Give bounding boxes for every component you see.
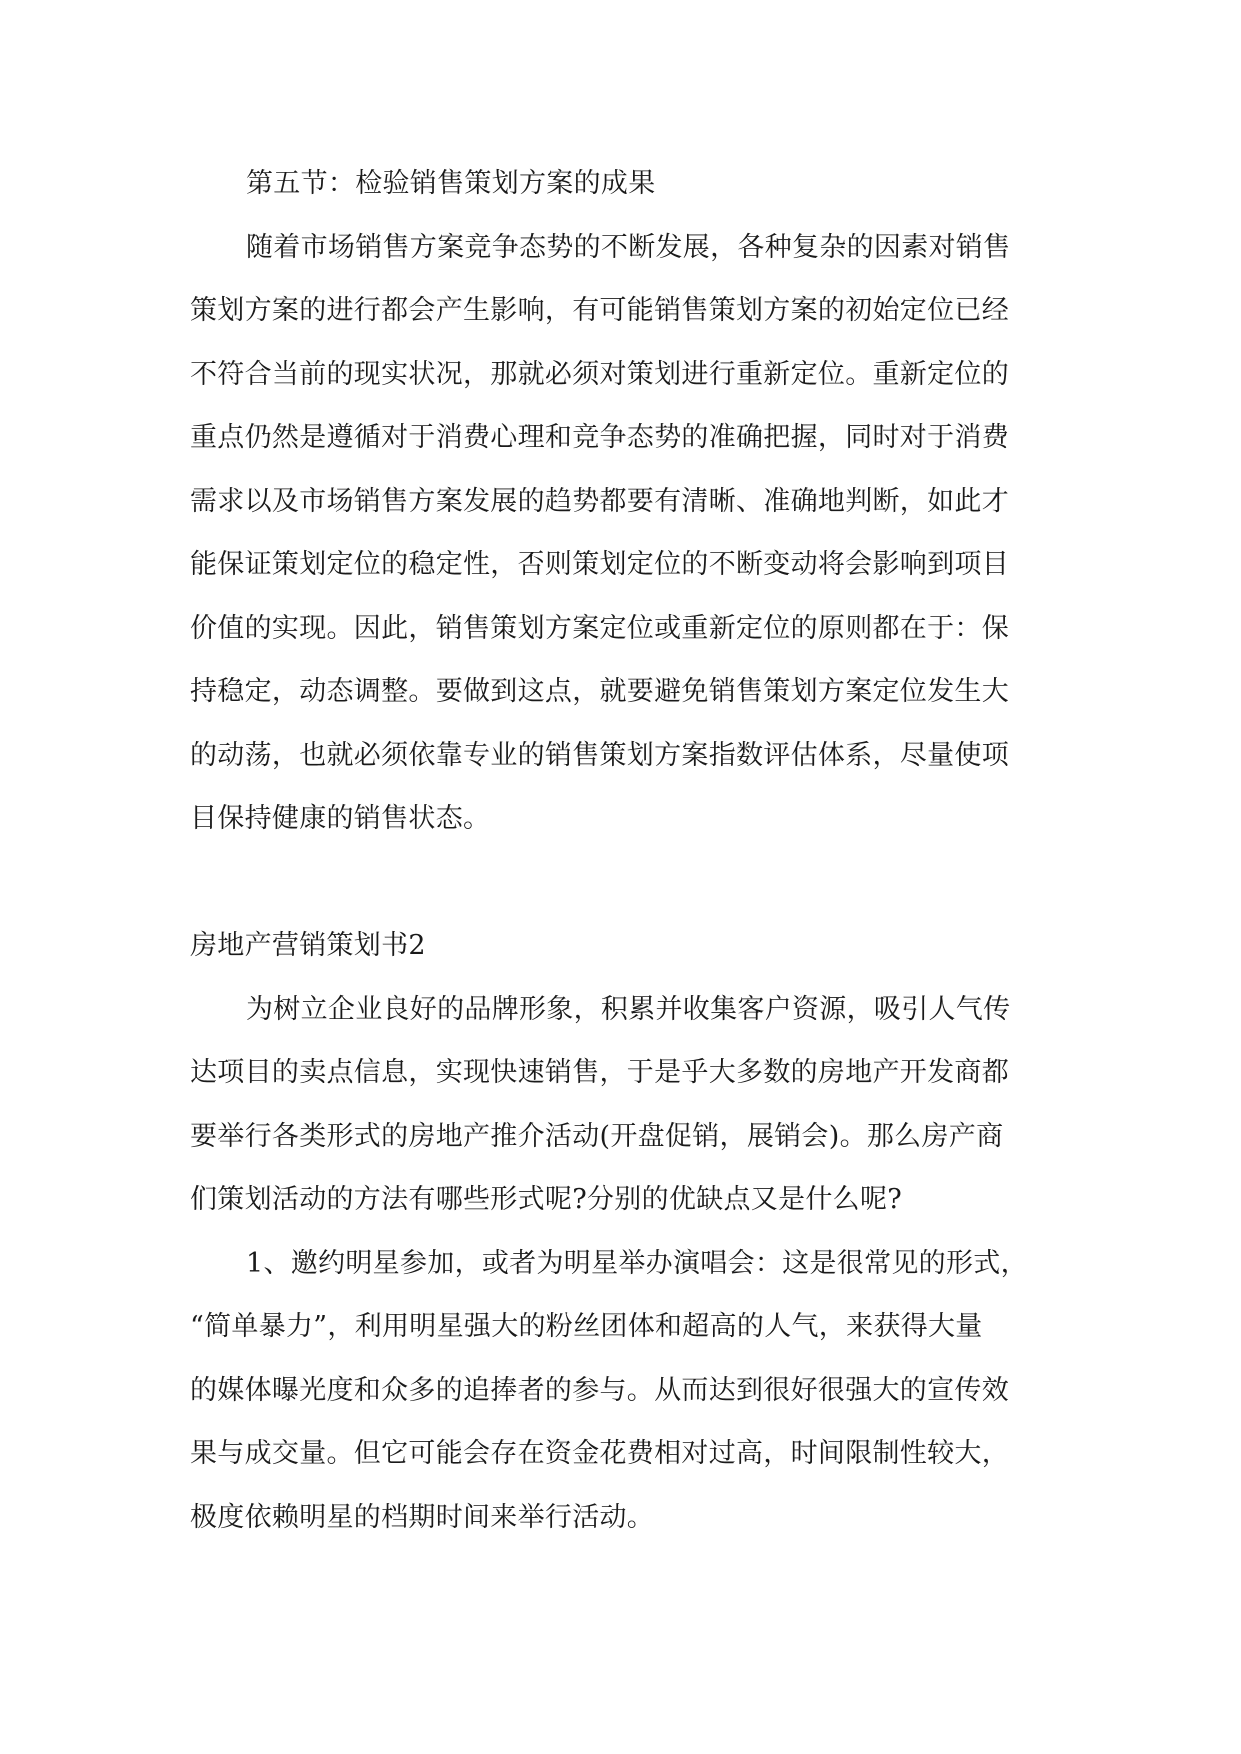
paragraph-line: 能保证策划定位的稳定性，否则策划定位的不断变动将会影响到项目	[190, 549, 1009, 580]
paragraph-line: 达项目的卖点信息，实现快速销售，于是乎大多数的房地产开发商都	[190, 1057, 1009, 1088]
paragraph-line: 们策划活动的方法有哪些形式呢?分别的优缺点又是什么呢?	[190, 1184, 903, 1215]
paragraph-line: 的媒体曝光度和众多的追捧者的参与。从而达到很好很强大的宣传效	[190, 1375, 1009, 1406]
paragraph-line: 果与成交量。但它可能会存在资金花费相对过高，时间限制性较大，	[190, 1438, 1009, 1469]
paragraph-line: 需求以及市场销售方案发展的趋势都要有清晰、准确地判断，如此才	[190, 486, 1009, 517]
paragraph-line: 价值的实现。因此，销售策划方案定位或重新定位的原则都在于：保	[190, 613, 1009, 644]
paragraph-line: 极度依赖明星的档期时间来举行活动。	[190, 1502, 655, 1533]
document-title: 房地产营销策划书2	[190, 930, 426, 961]
paragraph-line: 重点仍然是遵循对于消费心理和竞争态势的准确把握，同时对于消费	[190, 422, 1009, 453]
paragraph-line: 不符合当前的现实状况，那就必须对策划进行重新定位。重新定位的	[190, 359, 1009, 390]
paragraph-line: 要举行各类形式的房地产推介活动(开盘促销，展销会)。那么房产商	[190, 1121, 1004, 1152]
paragraph-line: “简单暴力”，利用明星强大的粉丝团体和超高的人气，来获得大量	[190, 1311, 983, 1342]
paragraph-line: 的动荡，也就必须依靠专业的销售策划方案指数评估体系，尽量使项	[190, 740, 1009, 771]
paragraph-line: 1、邀约明星参加，或者为明星举办演唱会：这是很常见的形式，	[246, 1248, 1028, 1279]
paragraph-line: 为树立企业良好的品牌形象，积累并收集客户资源，吸引人气传	[246, 994, 1011, 1025]
paragraph-line: 策划方案的进行都会产生影响，有可能销售策划方案的初始定位已经	[190, 295, 1009, 326]
paragraph-line: 持稳定，动态调整。要做到这点，就要避免销售策划方案定位发生大	[190, 676, 1009, 707]
section-heading: 第五节：检验销售策划方案的成果	[246, 168, 656, 199]
paragraph-line: 随着市场销售方案竞争态势的不断发展，各种复杂的因素对销售	[246, 232, 1011, 263]
paragraph-line: 目保持健康的销售状态。	[190, 803, 491, 834]
